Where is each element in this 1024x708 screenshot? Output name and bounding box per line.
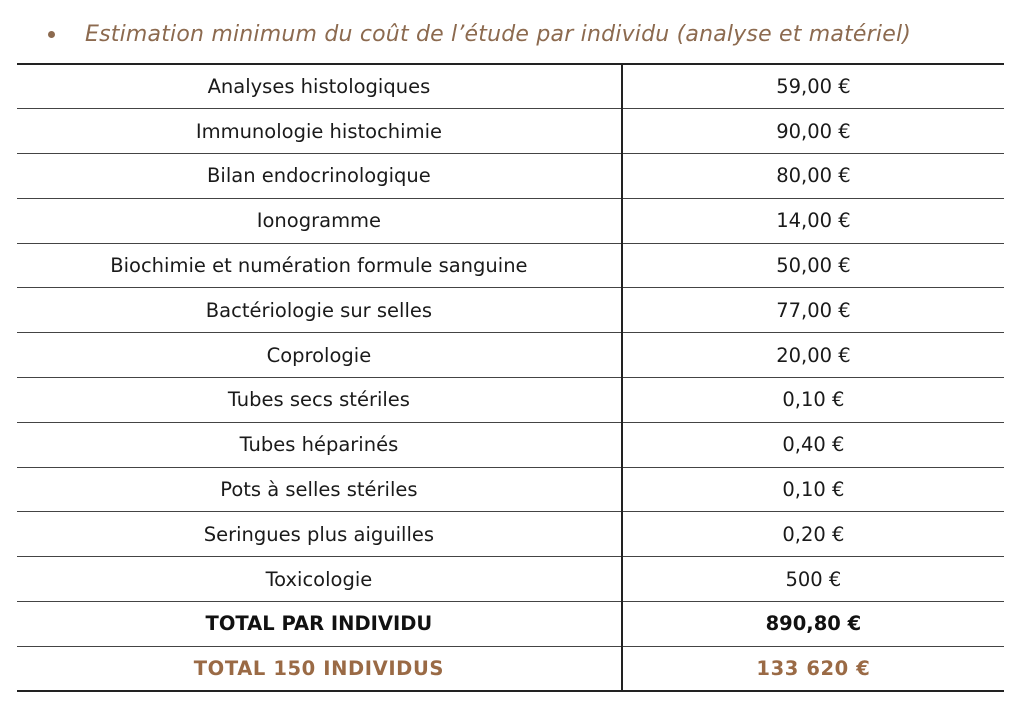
grand-total-label: TOTAL 150 INDIVIDUS xyxy=(17,646,622,691)
row-label: Ionogramme xyxy=(17,198,622,243)
row-value: 14,00 € xyxy=(622,198,1004,243)
total-value: 890,80 € xyxy=(622,602,1004,647)
table-row xyxy=(17,512,1004,557)
table-row xyxy=(17,154,1004,199)
section-heading xyxy=(42,16,911,52)
row-label: Analyses histologiques xyxy=(17,64,622,109)
table-row xyxy=(17,288,1004,333)
heading-text: Estimation minimum du coût de l’étude par individu (analyse et matériel) xyxy=(85,21,912,47)
row-label: Toxicologie xyxy=(17,557,622,602)
grand-total-row xyxy=(17,646,1004,691)
table-row xyxy=(17,467,1004,512)
table-row xyxy=(17,64,1004,109)
row-label: Bilan endocrinologique xyxy=(17,154,622,199)
row-value: 20,00 € xyxy=(622,333,1004,378)
row-value: 0,10 € xyxy=(622,378,1004,423)
table-row xyxy=(17,333,1004,378)
row-value: 50,00 € xyxy=(622,243,1004,288)
table-row xyxy=(17,198,1004,243)
table-row xyxy=(17,557,1004,602)
total-label: TOTAL PAR INDIVIDU xyxy=(17,602,622,647)
row-label: Bactériologie sur selles xyxy=(17,288,622,333)
table-row xyxy=(17,109,1004,154)
row-value: 500 € xyxy=(622,557,1004,602)
row-value: 80,00 € xyxy=(622,154,1004,199)
row-label: Tubes secs stériles xyxy=(17,378,622,423)
bullet-icon xyxy=(48,31,55,38)
total-row xyxy=(17,602,1004,647)
row-label: Immunologie histochimie xyxy=(17,109,622,154)
row-label: Seringues plus aiguilles xyxy=(17,512,622,557)
table-row xyxy=(17,243,1004,288)
row-label: Coprologie xyxy=(17,333,622,378)
row-value: 0,10 € xyxy=(622,467,1004,512)
row-value: 59,00 € xyxy=(622,64,1004,109)
table-row xyxy=(17,422,1004,467)
cost-table xyxy=(17,63,1004,692)
row-label: Tubes héparinés xyxy=(17,422,622,467)
row-value: 90,00 € xyxy=(622,109,1004,154)
row-value: 77,00 € xyxy=(622,288,1004,333)
row-value: 0,40 € xyxy=(622,422,1004,467)
row-value: 0,20 € xyxy=(622,512,1004,557)
grand-total-value: 133 620 € xyxy=(622,646,1004,691)
table-row xyxy=(17,378,1004,423)
row-label: Pots à selles stériles xyxy=(17,467,622,512)
row-label: Biochimie et numération formule sanguine xyxy=(17,243,622,288)
